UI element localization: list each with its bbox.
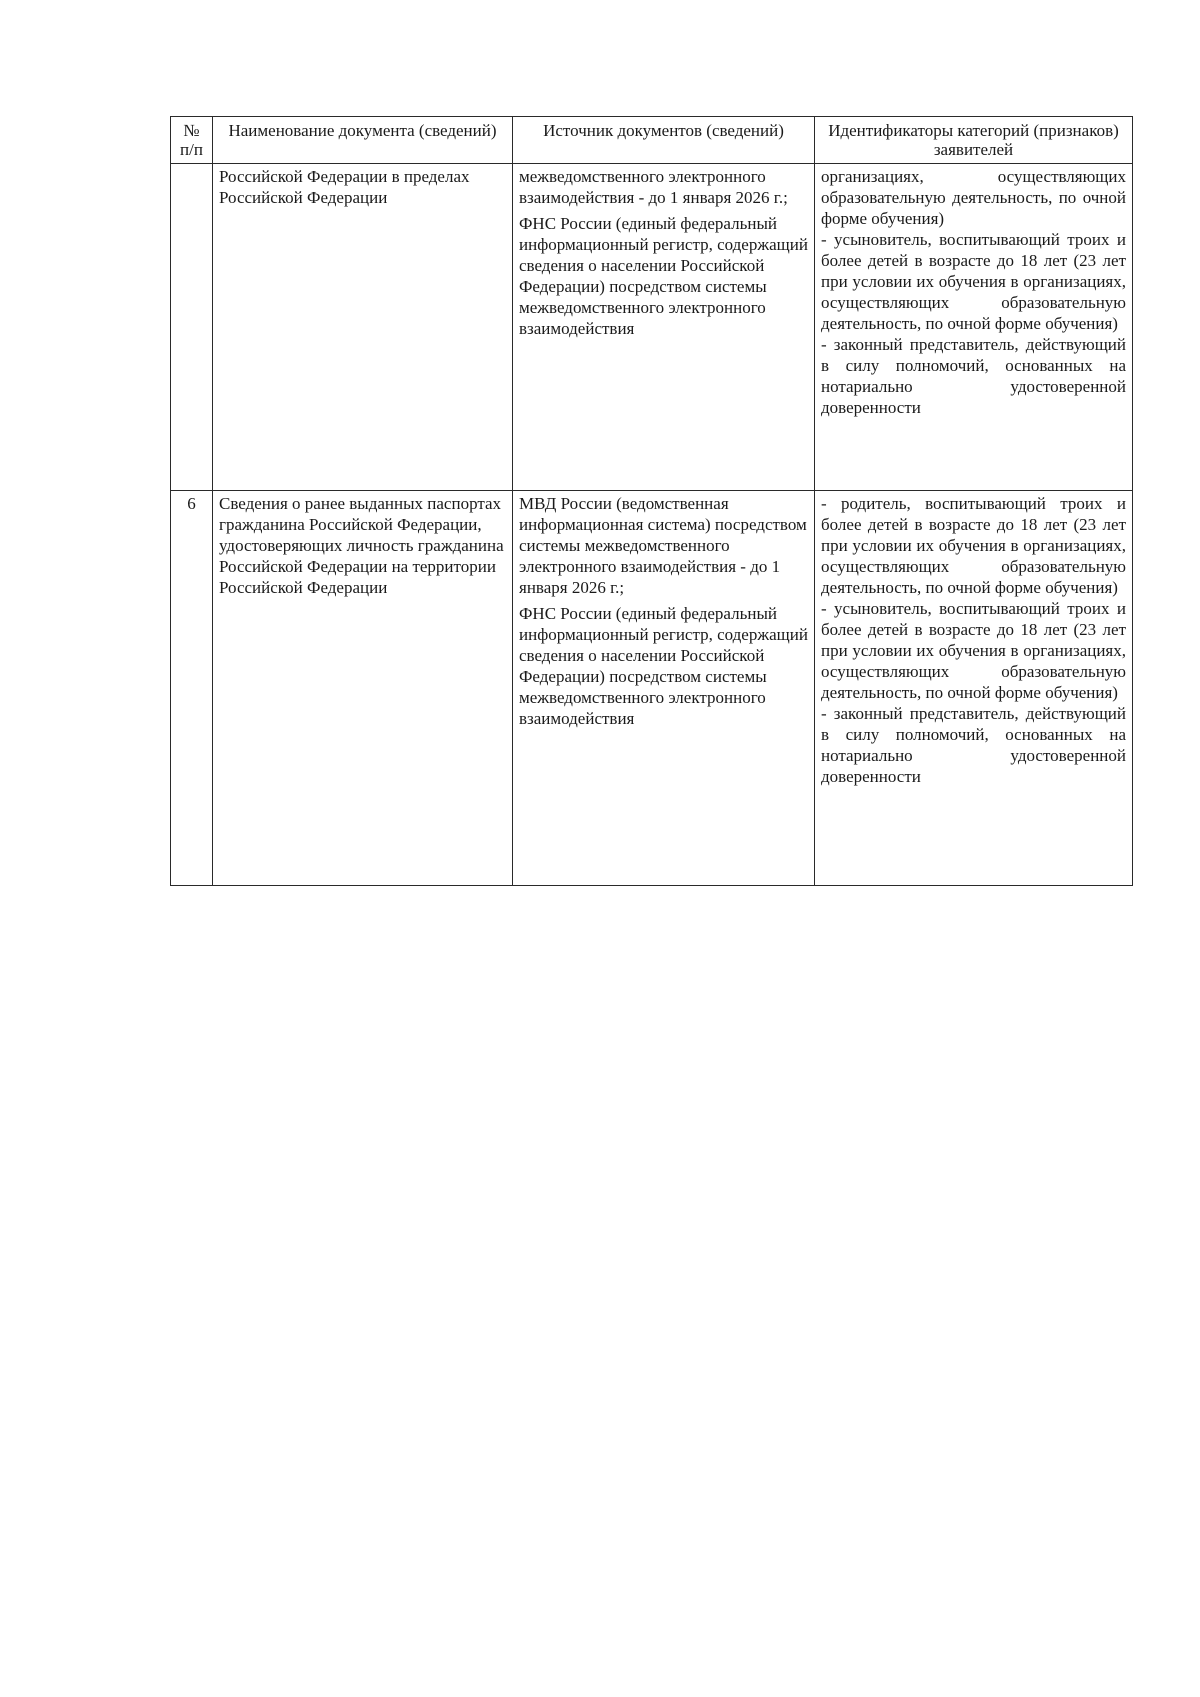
source-paragraph: МВД России (ведомственная информационная система) посредством системы межведомственного электронного взаимодействия - до 1 января 2026 г.;: [519, 494, 807, 597]
cell-source: [513, 491, 815, 886]
table-header-row: [171, 117, 1133, 164]
source-paragraph: межведомственного электронного взаимодействия - до 1 января 2026 г.;: [519, 167, 788, 207]
cell-name: Сведения о ранее выданных паспортах гражданина Российской Федерации, удостоверяющих личность гражданина Российской Федерации на территории Российской Федерации: [213, 491, 513, 886]
header-name: Наименование документа (сведений): [213, 117, 513, 164]
ids-paragraph: - законный представитель, действующий в силу полномочий, основанных на нотариально удостоверенной доверенности: [821, 704, 1126, 786]
header-source: Источник документов (сведений): [513, 117, 815, 164]
cell-ids: [815, 491, 1133, 886]
source-paragraph: ФНС России (единый федеральный информационный регистр, содержащий сведения о населении Российской Федерации) посредством системы межведомственного электронного взаимодействия: [519, 604, 808, 728]
ids-paragraph: - законный представитель, действующий в силу полномочий, основанных на нотариально удостоверенной доверенности: [821, 335, 1126, 417]
cell-num: [171, 164, 213, 491]
ids-paragraph: - усыновитель, воспитывающий троих и более детей в возрасте до 18 лет (23 лет при условии их обучения в организациях, осуществляющих образовательную деятельность, по очной форме обучения): [821, 599, 1126, 702]
table-row: [171, 164, 1133, 491]
documents-table: [170, 116, 1133, 886]
table-row: [171, 491, 1133, 886]
header-num: № п/п: [171, 117, 213, 164]
ids-paragraph: - родитель, воспитывающий троих и более детей в возрасте до 18 лет (23 лет при условии их обучения в организациях, осуществляющих образовательную деятельность, по очной форме обучения): [821, 494, 1126, 597]
cell-name: Российской Федерации в пределах Российской Федерации: [213, 164, 513, 491]
source-paragraph: ФНС России (единый федеральный информационный регистр, содержащий сведения о населении Российской Федерации) посредством системы межведомственного электронного взаимодействия: [519, 214, 808, 338]
ids-paragraph: организациях, осуществляющих образовательную деятельность, по очной форме обучения): [821, 167, 1126, 228]
ids-paragraph: - усыновитель, воспитывающий троих и более детей в возрасте до 18 лет (23 лет при условии их обучения в организациях, осуществляющих образовательную деятельность, по очной форме обучения): [821, 230, 1126, 333]
cell-source: [513, 164, 815, 491]
cell-num: 6: [171, 491, 213, 886]
header-ids: Идентификаторы категорий (признаков) заявителей: [815, 117, 1133, 164]
cell-ids: [815, 164, 1133, 491]
